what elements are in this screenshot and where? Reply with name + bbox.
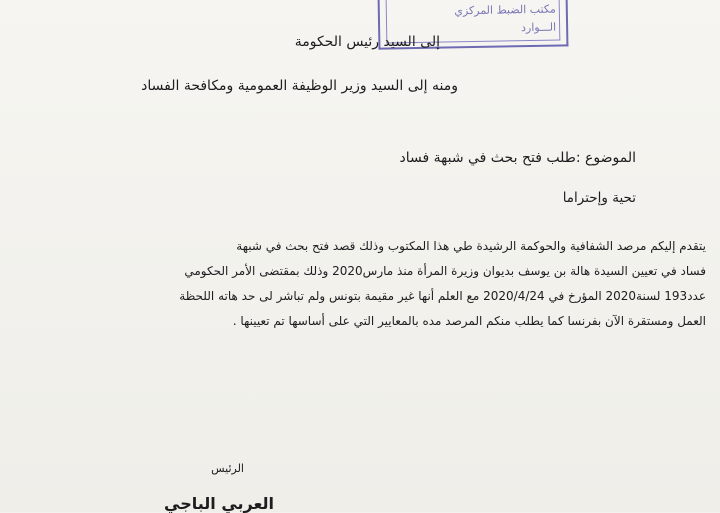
signature-name: العربي الباجي — [164, 494, 274, 513]
body-line-1: يتقدم إليكم مرصد الشفافية والحوكمة الرشيدة طي هذا المكتوب وذلك قصد فتح بحث في شبهة — [236, 239, 706, 253]
subject-line: الموضوع :طلب فتح بحث في شبهة فساد — [399, 150, 636, 166]
stamp-text-line2: الـــوارد — [520, 20, 557, 35]
stamp-text-line1: مكتب الضبط المركزي — [454, 2, 556, 18]
addressee-line-1: إلى السيد رئيس الحكومة — [294, 34, 440, 50]
body-line-2: فساد في تعيين السيدة هالة بن يوسف بديوان وزيرة المرأة منذ مارس2020 وذلك بمقتضى الأمر الحكومي — [184, 264, 706, 278]
addressee-line-2: ومنه إلى السيد وزير الوظيفة العمومية ومكافحة الفساد — [141, 78, 458, 94]
body-line-3: عدد193 لسنة2020 المؤرخ في 2020/4/24 مع العلم أنها غير مقيمة بتونس ولم تباشر لى حد هاته اللحظة — [179, 289, 706, 303]
body-line-4: العمل ومستقرة الآن بفرنسا كما يطلب منكم المرصد مده بالمعايير التي على أساسها تم تعيينها . — [232, 314, 706, 328]
greeting: تحية وإحتراما — [562, 190, 636, 206]
signature-title: الرئيس — [211, 462, 244, 475]
